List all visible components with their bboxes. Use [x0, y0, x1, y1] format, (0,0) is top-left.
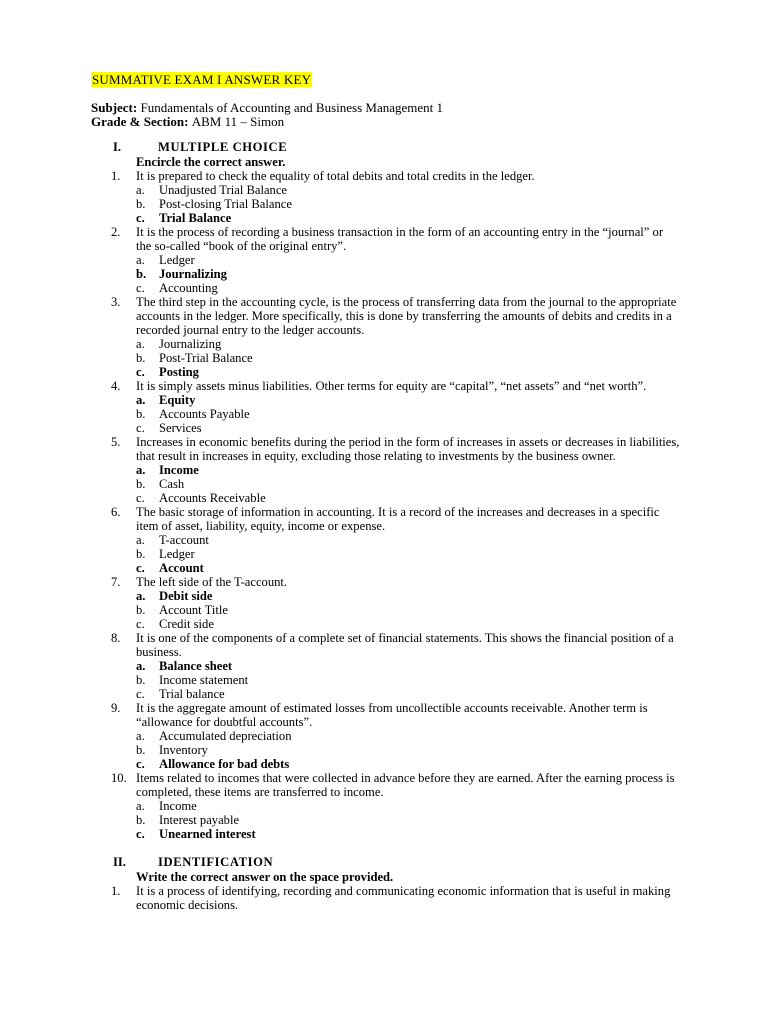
- answer-option-correct: [0, 393, 768, 407]
- question-text: It is simply assets minus liabilities. Other terms for equity are “capital”, “net assets” and “net worth”.: [136, 379, 647, 393]
- section-number: II.: [113, 855, 126, 869]
- answer-option: [0, 799, 768, 813]
- option-text: Ledger: [159, 253, 195, 267]
- question-item: [0, 169, 768, 183]
- question-item: [0, 379, 768, 393]
- answer-option: [0, 673, 768, 687]
- question-text: Items related to incomes that were collected in advance before they are earned. After the earning process is completed, these items are transferred to income.: [136, 771, 675, 799]
- answer-option: [0, 351, 768, 365]
- option-text: Inventory: [159, 743, 208, 757]
- section-2: [0, 855, 768, 912]
- question-item: [0, 225, 768, 253]
- option-letter: c.: [136, 421, 145, 435]
- option-text: Journalizing: [159, 337, 222, 351]
- question-item: [0, 505, 768, 533]
- option-text: Trial Balance: [159, 211, 232, 225]
- option-letter: c.: [136, 561, 145, 575]
- option-letter: a.: [136, 589, 146, 603]
- answer-option: [0, 421, 768, 435]
- subject-label: Subject:: [91, 100, 138, 115]
- question-number: 1.: [111, 884, 121, 898]
- option-text: Services: [159, 421, 202, 435]
- question-item: [0, 435, 768, 463]
- option-text: Debit side: [159, 589, 213, 603]
- question-text: It is one of the components of a complete set of financial statements. This shows the financial position of a business.: [136, 631, 674, 659]
- option-text: Income: [159, 799, 197, 813]
- answer-option: [0, 687, 768, 701]
- answer-option: [0, 407, 768, 421]
- option-text: Post-Trial Balance: [159, 351, 253, 365]
- option-letter: c.: [136, 211, 145, 225]
- option-letter: a.: [136, 393, 146, 407]
- question-item: [0, 295, 768, 337]
- answer-option-correct: [0, 365, 768, 379]
- question-item: [0, 771, 768, 799]
- question-text: It is a process of identifying, recording and communicating economic information that is useful in making economic decisions.: [136, 884, 671, 912]
- question-number: 10.: [111, 771, 127, 785]
- option-letter: b.: [136, 477, 146, 491]
- option-text: T-account: [159, 533, 209, 547]
- option-letter: a.: [136, 799, 145, 813]
- option-letter: c.: [136, 687, 145, 701]
- option-letter: b.: [136, 673, 146, 687]
- question-item: [0, 575, 768, 589]
- option-text: Cash: [159, 477, 185, 491]
- question-item: [0, 631, 768, 659]
- option-letter: b.: [136, 603, 146, 617]
- option-text: Unearned interest: [159, 827, 256, 841]
- answer-option: [0, 477, 768, 491]
- option-letter: a.: [136, 337, 145, 351]
- section-heading: [0, 855, 768, 870]
- answer-option: [0, 253, 768, 267]
- option-letter: b.: [136, 351, 146, 365]
- section-instruction: Encircle the correct answer.: [136, 155, 286, 169]
- option-text: Income statement: [159, 673, 249, 687]
- option-text: Journalizing: [159, 267, 227, 281]
- section-number: I.: [113, 140, 122, 154]
- option-text: Posting: [159, 365, 199, 379]
- grade-line: [91, 115, 284, 129]
- question-text: The basic storage of information in accounting. It is a record of the increases and decreases in a specific item of asset, liability, equity, income or expense.: [136, 505, 660, 533]
- answer-option: [0, 743, 768, 757]
- question-number: 1.: [111, 169, 121, 183]
- question-text: It is the process of recording a business transaction in the form of an accounting entry in the “journal” or the so-called “book of the original entry”.: [136, 225, 664, 253]
- option-letter: b.: [136, 267, 147, 281]
- question-number: 8.: [111, 631, 121, 645]
- grade-value: ABM 11 – Simon: [191, 114, 285, 129]
- option-text: Credit side: [159, 617, 214, 631]
- option-letter: b.: [136, 813, 146, 827]
- answer-option: [0, 197, 768, 211]
- answer-option: [0, 547, 768, 561]
- question-text: The left side of the T-account.: [136, 575, 288, 589]
- question-number: 5.: [111, 435, 121, 449]
- question-number: 4.: [111, 379, 121, 393]
- option-text: Interest payable: [159, 813, 240, 827]
- option-letter: c.: [136, 617, 145, 631]
- answer-option-correct: [0, 561, 768, 575]
- section-instruction: Write the correct answer on the space provided.: [136, 870, 394, 884]
- section-title: IDENTIFICATION: [158, 855, 274, 869]
- page-title: SUMMATIVE EXAM I ANSWER KEY: [92, 72, 312, 87]
- subject-value: Fundamentals of Accounting and Business Management 1: [140, 100, 444, 115]
- option-letter: b.: [136, 197, 146, 211]
- option-letter: c.: [136, 757, 145, 771]
- option-letter: a.: [136, 253, 145, 267]
- answer-option-correct: [0, 267, 768, 281]
- section-heading: [0, 140, 768, 155]
- question-text: It is prepared to check the equality of total debits and total credits in the ledger.: [136, 169, 535, 183]
- question-number: 9.: [111, 701, 121, 715]
- answer-option-correct: [0, 827, 768, 841]
- grade-label: Grade & Section:: [91, 114, 189, 129]
- exam-content: [0, 140, 768, 912]
- option-letter: a.: [136, 533, 145, 547]
- option-letter: c.: [136, 491, 145, 505]
- option-text: Account: [159, 561, 204, 575]
- question-item: [0, 701, 768, 729]
- option-letter: a.: [136, 463, 146, 477]
- option-letter: b.: [136, 547, 146, 561]
- answer-option: [0, 729, 768, 743]
- option-text: Balance sheet: [159, 659, 233, 673]
- question-number: 7.: [111, 575, 121, 589]
- option-text: Trial balance: [159, 687, 225, 701]
- option-letter: c.: [136, 365, 145, 379]
- section-title: MULTIPLE CHOICE: [158, 140, 288, 154]
- option-text: Accounts Receivable: [159, 491, 266, 505]
- option-letter: a.: [136, 659, 146, 673]
- question-text: Increases in economic benefits during the period in the form of increases in assets or decreases in liabilities, that result in increases in equity, excluding those relating to investments by the business owner.: [136, 435, 680, 463]
- answer-option-correct: [0, 211, 768, 225]
- answer-option: [0, 491, 768, 505]
- question-item: [0, 884, 768, 912]
- question-number: 2.: [111, 225, 121, 239]
- subject-line: [91, 101, 443, 115]
- option-text: Accounts Payable: [159, 407, 250, 421]
- section-1: [0, 140, 768, 841]
- answer-option: [0, 337, 768, 351]
- question-number: 3.: [111, 295, 121, 309]
- section-spacer: [0, 841, 768, 855]
- answer-option: [0, 183, 768, 197]
- answer-option: [0, 533, 768, 547]
- option-text: Income: [159, 463, 199, 477]
- option-letter: b.: [136, 743, 146, 757]
- answer-option: [0, 617, 768, 631]
- answer-option-correct: [0, 589, 768, 603]
- answer-option: [0, 281, 768, 295]
- answer-option-correct: [0, 757, 768, 771]
- option-text: Allowance for bad debts: [159, 757, 290, 771]
- option-text: Accumulated depreciation: [159, 729, 292, 743]
- option-text: Ledger: [159, 547, 195, 561]
- answer-option: [0, 603, 768, 617]
- option-letter: a.: [136, 183, 145, 197]
- option-text: Unadjusted Trial Balance: [159, 183, 288, 197]
- question-text: It is the aggregate amount of estimated losses from uncollectible accounts receivable. Another term is “allowance for doubtful accounts”.: [136, 701, 648, 729]
- option-text: Post-closing Trial Balance: [159, 197, 292, 211]
- option-letter: c.: [136, 827, 145, 841]
- answer-option-correct: [0, 659, 768, 673]
- question-text: The third step in the accounting cycle, is the process of transferring data from the journal to the appropriate accounts in the ledger. More specifically, this is done by transferring the amounts of debits and credits in a recorded journal entry to the ledger accounts.: [136, 295, 677, 337]
- answer-option: [0, 813, 768, 827]
- question-number: 6.: [111, 505, 121, 519]
- option-text: Equity: [159, 393, 196, 407]
- option-text: Accounting: [159, 281, 218, 295]
- option-letter: a.: [136, 729, 145, 743]
- option-letter: c.: [136, 281, 145, 295]
- answer-option-correct: [0, 463, 768, 477]
- option-text: Account Title: [159, 603, 228, 617]
- option-letter: b.: [136, 407, 146, 421]
